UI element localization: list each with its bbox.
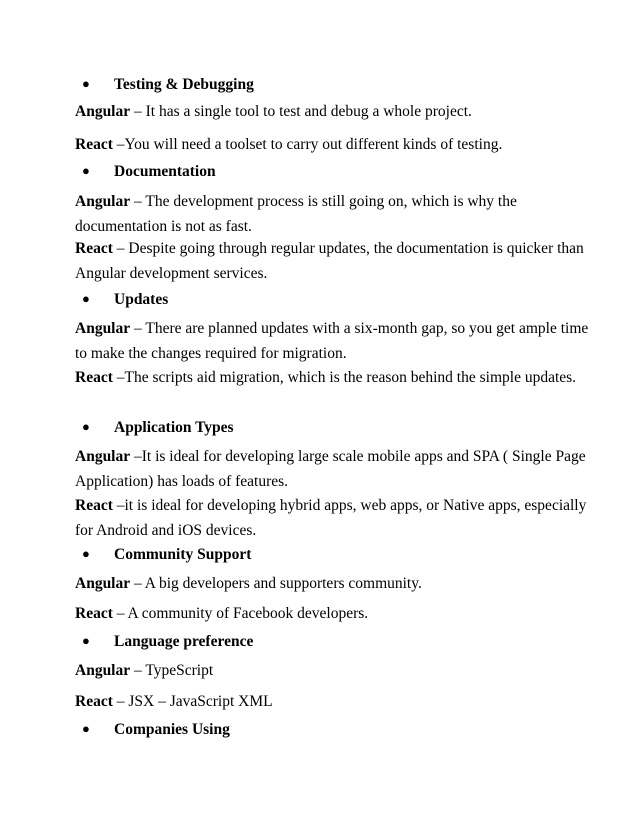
section-heading-updates [82,291,168,309]
section-heading-companies-using [82,721,230,739]
angular-paragraph [75,658,595,683]
react-label: React [75,136,113,153]
angular-paragraph [75,189,595,239]
react-label: React [75,369,113,386]
section-heading-text: Community Support [114,546,252,563]
react-text: – Despite going through regular updates, the documentation is quicker than Angular development services. [75,240,584,282]
angular-paragraph [75,444,595,494]
section-heading-language-preference [82,633,253,651]
react-text: –it is ideal for developing hybrid apps, web apps, or Native apps, especially for Android and iOS devices. [75,497,587,539]
bullet-icon: ● [82,76,90,91]
react-label: React [75,497,113,514]
angular-label: Angular [75,662,131,679]
react-text: –The scripts aid migration, which is the reason behind the simple updates. [112,369,577,386]
section-heading-text: Documentation [114,163,216,180]
react-paragraph [75,365,595,390]
angular-label: Angular [75,448,131,465]
angular-label: Angular [75,103,131,120]
react-paragraph [75,493,595,543]
angular-text: – There are planned updates with a six-month gap, so you get ample time to make the changes required for migration. [75,320,589,362]
section-heading-text: Updates [114,291,169,308]
section-heading-text: Testing & Debugging [114,76,254,93]
react-text: –You will need a toolset to carry out different kinds of testing. [112,136,503,153]
angular-text: – A big developers and supporters community. [130,575,422,592]
angular-text: – It has a single tool to test and debug a whole project. [130,103,472,120]
section-heading-community-support [82,546,251,564]
section-heading-text: Companies Using [114,721,230,738]
react-label: React [75,240,113,257]
angular-text: – The development process is still going on, which is why the documentation is not as fast. [75,193,517,235]
react-text: – A community of Facebook developers. [112,605,369,622]
section-heading-text: Language preference [114,633,254,650]
react-paragraph [75,132,595,157]
section-heading-documentation [82,163,216,181]
react-label: React [75,605,113,622]
section-heading-text: Application Types [114,419,234,436]
bullet-icon: ● [82,721,90,736]
section-heading-testing-debugging [82,76,254,94]
react-paragraph [75,236,595,286]
react-label: React [75,693,113,710]
bullet-icon: ● [82,633,90,648]
angular-paragraph [75,99,595,124]
react-paragraph [75,601,595,626]
angular-label: Angular [75,193,131,210]
bullet-icon: ● [82,291,90,306]
react-text: – JSX – JavaScript XML [112,693,273,710]
angular-label: Angular [75,320,131,337]
bullet-icon: ● [82,419,90,434]
angular-text: – TypeScript [130,662,214,679]
angular-label: Angular [75,575,131,592]
section-heading-application-types [82,419,234,437]
angular-paragraph [75,316,595,366]
react-paragraph [75,689,595,714]
angular-paragraph [75,571,595,596]
bullet-icon: ● [82,163,90,178]
bullet-icon: ● [82,546,90,561]
angular-text: –It is ideal for developing large scale mobile apps and SPA ( Single Page Application) has loads of features. [75,448,586,490]
